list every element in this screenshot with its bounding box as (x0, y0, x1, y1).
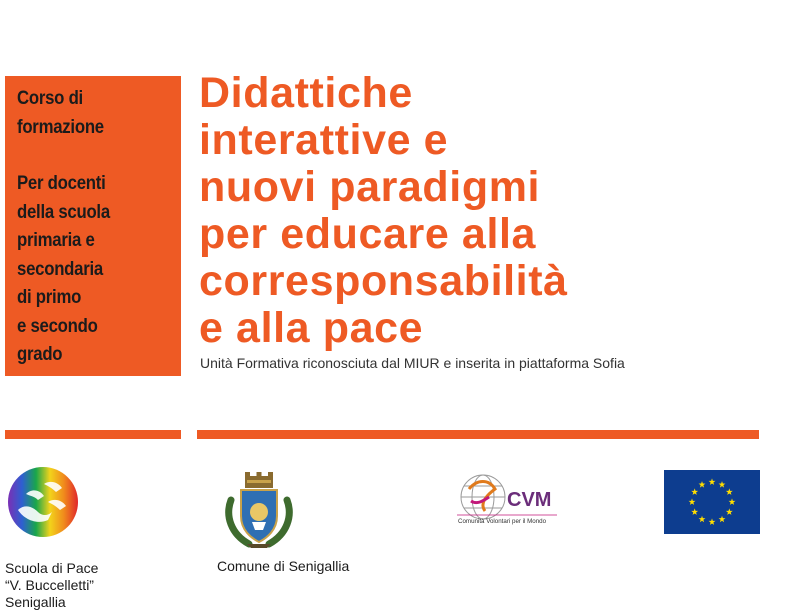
page-title (199, 70, 568, 352)
scuola-di-pace-logo (4, 466, 84, 538)
city-crest-icon (219, 470, 299, 552)
audience-line-5: di primo (17, 286, 82, 308)
eu-flag (664, 470, 760, 534)
scuola-di-pace-caption (5, 560, 98, 611)
cvm-logo (455, 467, 565, 537)
cvm-tagline: Comunità Volontari per il Mondo (458, 518, 547, 525)
audience-line-7: grado (17, 343, 63, 365)
senigallia-caption: Comune di Senigallia (217, 558, 350, 574)
divider-right (197, 430, 759, 439)
course-label-line-2: formazione (17, 115, 104, 138)
rainbow-hands-icon (4, 466, 84, 538)
title-line-3: nuovi paradigmi (199, 163, 541, 211)
eu-flag-icon (664, 470, 760, 534)
audience-line-3: primaria e (17, 229, 95, 251)
pace-caption-line-1: Scuola di Pace (5, 560, 99, 576)
audience-line-2: della scuola (17, 200, 110, 223)
cvm-name: CVM (507, 489, 552, 511)
title-line-1: Didattiche (199, 69, 413, 117)
divider-left (5, 430, 181, 439)
title-line-6: e alla pace (199, 304, 424, 352)
cvm-globe-icon (455, 467, 565, 537)
audience-line-6: e secondo (17, 314, 98, 337)
audience-line-4: secondaria (17, 257, 103, 280)
title-line-4: per educare alla (199, 210, 537, 258)
senigallia-crest-logo (219, 470, 299, 552)
audience-line-1: Per docenti (17, 172, 106, 194)
pace-caption-line-3: Senigallia (5, 594, 66, 610)
title-line-5: corresponsabilità (199, 257, 568, 305)
accreditation-note: Unità Formativa riconosciuta dal MIUR e inserita in piattaforma Sofia (200, 355, 625, 371)
title-line-2: interattive e (199, 116, 449, 164)
course-label-line-1: Corso di (17, 87, 83, 109)
course-info-box (5, 76, 181, 376)
pace-caption-line-2: “V. Buccelletti” (5, 577, 94, 593)
